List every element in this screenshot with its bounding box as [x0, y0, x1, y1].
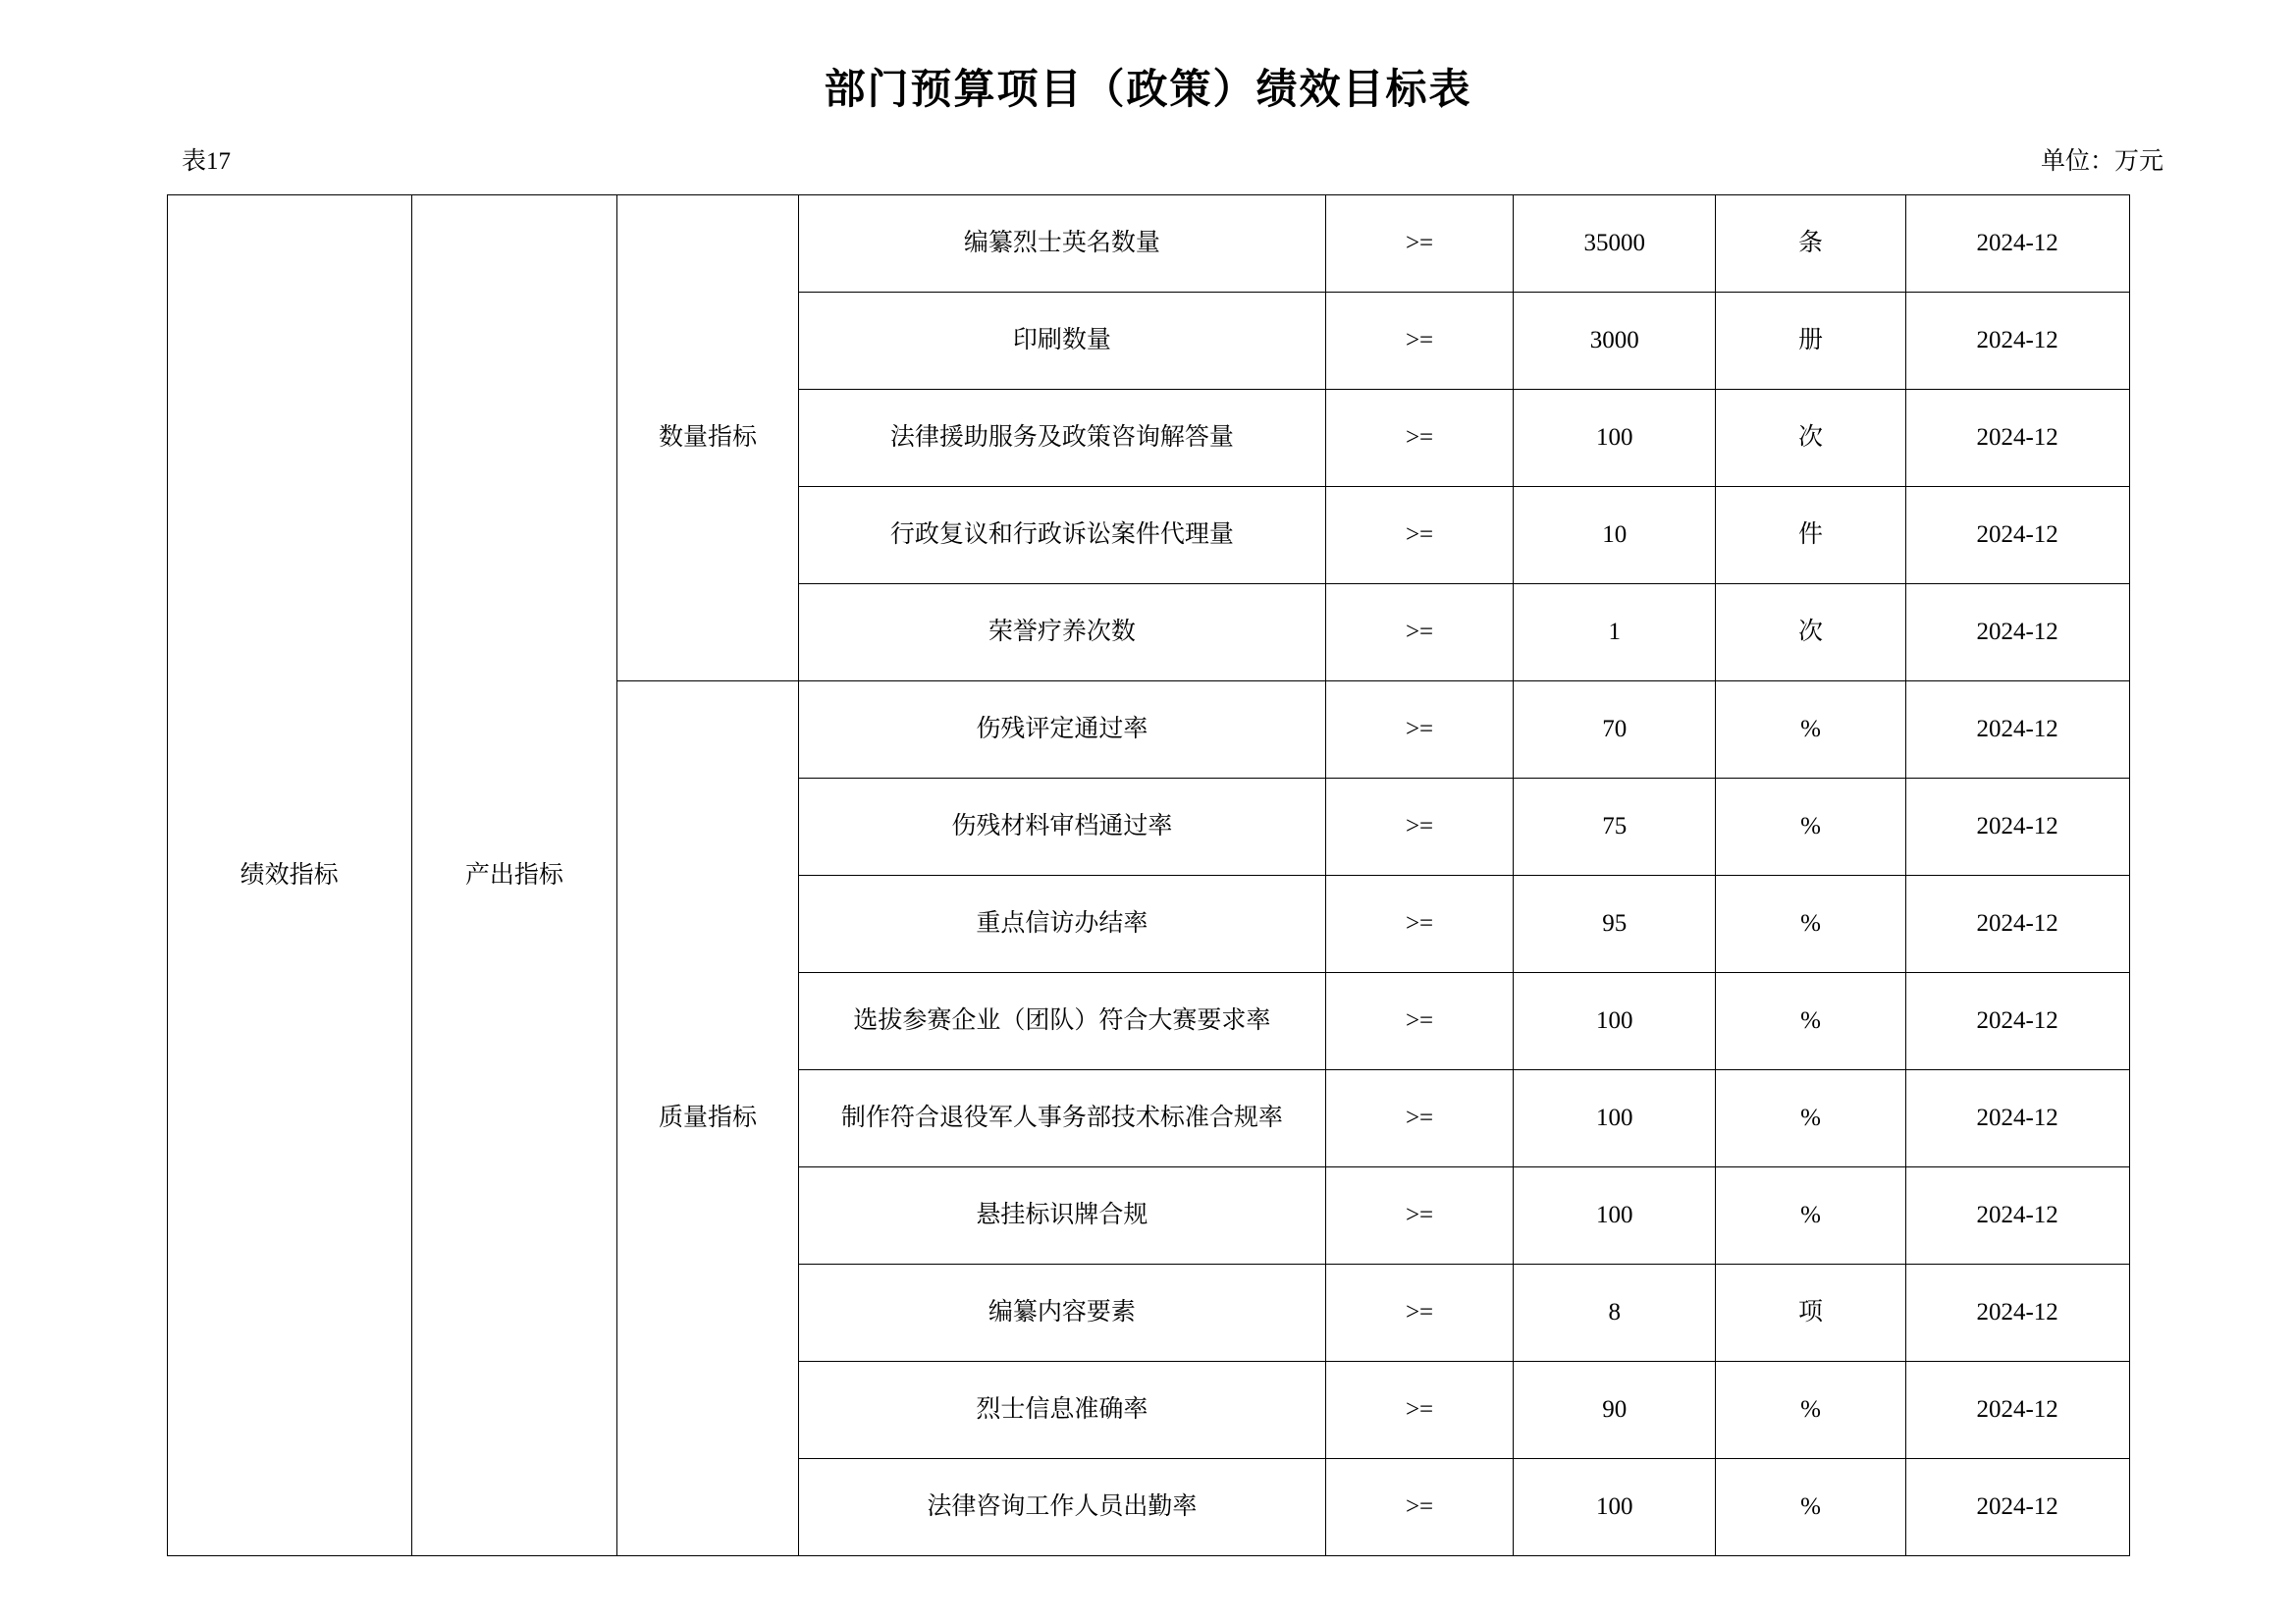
indicator-name: 印刷数量 — [798, 293, 1325, 390]
indicator-value: 95 — [1514, 876, 1716, 973]
indicator-value: 1 — [1514, 584, 1716, 681]
indicator-unit: % — [1716, 681, 1905, 779]
indicator-value: 3000 — [1514, 293, 1716, 390]
indicator-value: 35000 — [1514, 195, 1716, 293]
indicator-value: 100 — [1514, 1459, 1716, 1556]
indicator-date: 2024-12 — [1905, 584, 2129, 681]
indicator-date: 2024-12 — [1905, 876, 2129, 973]
indicator-symbol: >= — [1325, 1265, 1513, 1362]
indicator-date: 2024-12 — [1905, 1459, 2129, 1556]
indicator-name: 行政复议和行政诉讼案件代理量 — [798, 487, 1325, 584]
section-label: 数量指标 — [617, 195, 799, 681]
indicator-unit: 册 — [1716, 293, 1905, 390]
indicator-value: 90 — [1514, 1362, 1716, 1459]
indicator-symbol: >= — [1325, 1459, 1513, 1556]
performance-table-wrap — [0, 177, 2296, 1556]
indicator-symbol: >= — [1325, 1167, 1513, 1265]
indicator-unit: 条 — [1716, 195, 1905, 293]
indicator-value: 75 — [1514, 779, 1716, 876]
indicator-name: 烈士信息准确率 — [798, 1362, 1325, 1459]
indicator-name: 伤残材料审档通过率 — [798, 779, 1325, 876]
section-label: 质量指标 — [617, 681, 799, 1556]
indicator-unit: % — [1716, 779, 1905, 876]
indicator-symbol: >= — [1325, 681, 1513, 779]
group-label: 绩效指标 — [167, 195, 411, 1556]
indicator-symbol: >= — [1325, 584, 1513, 681]
table-number: 表17 — [182, 148, 232, 175]
indicator-value: 10 — [1514, 487, 1716, 584]
indicator-value: 100 — [1514, 1070, 1716, 1167]
indicator-name: 编纂内容要素 — [798, 1265, 1325, 1362]
indicator-date: 2024-12 — [1905, 487, 2129, 584]
indicator-name: 编纂烈士英名数量 — [798, 195, 1325, 293]
indicator-unit: 件 — [1716, 487, 1905, 584]
indicator-name: 伤残评定通过率 — [798, 681, 1325, 779]
indicator-date: 2024-12 — [1905, 1167, 2129, 1265]
indicator-symbol: >= — [1325, 973, 1513, 1070]
indicator-name: 重点信访办结率 — [798, 876, 1325, 973]
indicator-unit: % — [1716, 1167, 1905, 1265]
table-row — [167, 195, 2129, 293]
indicator-symbol: >= — [1325, 1070, 1513, 1167]
performance-table — [167, 194, 2130, 1556]
indicator-value: 100 — [1514, 390, 1716, 487]
indicator-value: 70 — [1514, 681, 1716, 779]
indicator-name: 制作符合退役军人事务部技术标准合规率 — [798, 1070, 1325, 1167]
unit-note: 单位：万元 — [2040, 148, 2163, 175]
indicator-name: 选拔参赛企业（团队）符合大赛要求率 — [798, 973, 1325, 1070]
indicator-symbol: >= — [1325, 487, 1513, 584]
indicator-name: 荣誉疗养次数 — [798, 584, 1325, 681]
indicator-date: 2024-12 — [1905, 779, 2129, 876]
indicator-symbol: >= — [1325, 390, 1513, 487]
meta-row — [0, 116, 2296, 177]
indicator-symbol: >= — [1325, 876, 1513, 973]
indicator-name: 法律援助服务及政策咨询解答量 — [798, 390, 1325, 487]
indicator-value: 100 — [1514, 973, 1716, 1070]
indicator-name: 法律咨询工作人员出勤率 — [798, 1459, 1325, 1556]
indicator-value: 100 — [1514, 1167, 1716, 1265]
indicator-date: 2024-12 — [1905, 1265, 2129, 1362]
indicator-date: 2024-12 — [1905, 293, 2129, 390]
indicator-symbol: >= — [1325, 195, 1513, 293]
indicator-date: 2024-12 — [1905, 1362, 2129, 1459]
indicator-date: 2024-12 — [1905, 681, 2129, 779]
indicator-symbol: >= — [1325, 779, 1513, 876]
indicator-date: 2024-12 — [1905, 390, 2129, 487]
indicator-unit: % — [1716, 1459, 1905, 1556]
indicator-unit: % — [1716, 876, 1905, 973]
indicator-symbol: >= — [1325, 1362, 1513, 1459]
indicator-unit: 次 — [1716, 584, 1905, 681]
indicator-unit: % — [1716, 1070, 1905, 1167]
category-label: 产出指标 — [411, 195, 616, 1556]
page-title: 部门预算项目（政策）绩效目标表 — [824, 68, 1472, 113]
indicator-date: 2024-12 — [1905, 973, 2129, 1070]
indicator-name: 悬挂标识牌合规 — [798, 1167, 1325, 1265]
indicator-date: 2024-12 — [1905, 195, 2129, 293]
indicator-unit: 次 — [1716, 390, 1905, 487]
indicator-unit: % — [1716, 973, 1905, 1070]
indicator-unit: % — [1716, 1362, 1905, 1459]
indicator-date: 2024-12 — [1905, 1070, 2129, 1167]
indicator-symbol: >= — [1325, 293, 1513, 390]
indicator-unit: 项 — [1716, 1265, 1905, 1362]
indicator-value: 8 — [1514, 1265, 1716, 1362]
